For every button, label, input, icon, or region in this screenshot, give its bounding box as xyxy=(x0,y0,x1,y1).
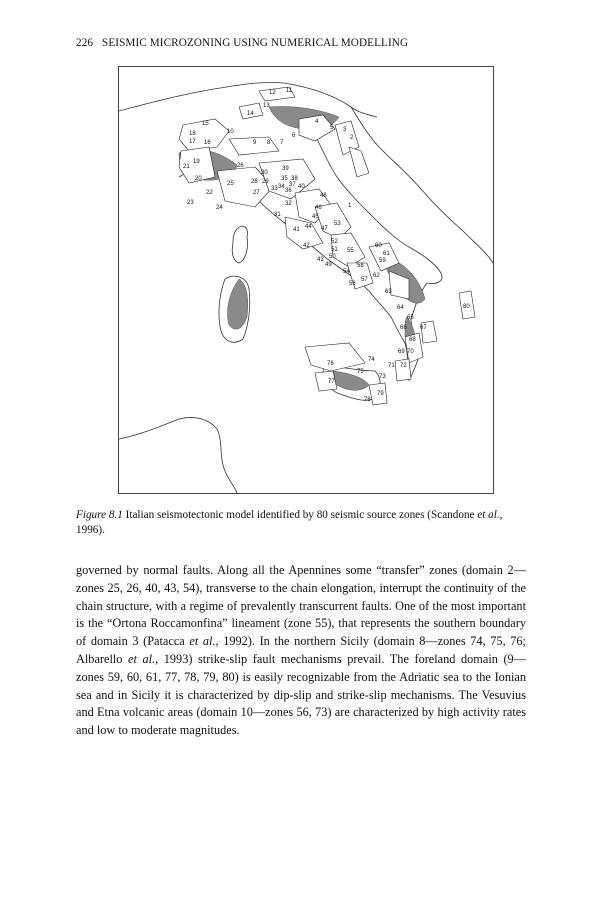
zone-label-15: 15 xyxy=(202,121,209,127)
zone-label-2: 2 xyxy=(350,135,354,141)
zone-label-80: 80 xyxy=(463,304,470,310)
zone-label-42: 42 xyxy=(303,243,310,249)
zone-label-66: 66 xyxy=(400,325,407,331)
running-head xyxy=(76,37,408,49)
zone-label-1: 1 xyxy=(348,203,352,209)
zone-label-65: 65 xyxy=(407,315,414,321)
zone-label-11: 11 xyxy=(286,88,293,94)
zone-label-36: 36 xyxy=(285,188,292,194)
italy-seismic-zone-map xyxy=(119,67,493,493)
zone-label-69: 69 xyxy=(398,349,405,355)
zone-label-53: 53 xyxy=(334,221,341,227)
zone-label-40: 40 xyxy=(298,184,305,190)
zone-label-49: 49 xyxy=(325,262,332,268)
coastlines xyxy=(119,82,493,493)
body-text-part-1: governed by normal faults. Along all the Apennines some “transfer” zones (domain 2—zones 25, 26, 40, 43, 54), transverse to the chain elongation, interrupt the continuity of the chain structure, with a regime of prevalently transcurrent faults. One of the most important is the “Ortona Roccamonfina” lineament (zone 55), that represents the southern boundary of domain 3 (Patacca xyxy=(76,563,526,649)
body-italic-2: et al., xyxy=(128,651,159,666)
zone-label-10: 10 xyxy=(227,129,234,135)
zone-label-77: 77 xyxy=(328,379,335,385)
zone-label-37: 37 xyxy=(289,182,296,188)
zone-label-33: 33 xyxy=(271,186,278,192)
figure-label: Figure 8.1 xyxy=(76,509,123,521)
zone-label-8: 8 xyxy=(267,140,271,146)
caption-tail: 1996). xyxy=(76,524,105,536)
zone-label-54: 54 xyxy=(343,269,350,275)
zone-label-35: 35 xyxy=(281,176,288,182)
zone-label-72: 72 xyxy=(400,363,407,369)
seismic-zone-map-figure xyxy=(118,66,494,494)
zone-label-59: 59 xyxy=(379,258,386,264)
zone-label-73: 73 xyxy=(379,374,386,380)
zone-label-13: 13 xyxy=(263,103,270,109)
zone-label-52: 52 xyxy=(331,239,338,245)
zone-label-79: 79 xyxy=(377,391,384,397)
zone-label-68: 68 xyxy=(409,337,416,343)
zone-label-56: 56 xyxy=(349,281,356,287)
body-text-part-3: 1993) strike-slip fault mechanisms prevail. The foreland domain (9—zones 59, 60, 61, 77, 78, 79, 80) is easily recognizable from the Adriatic sea to the Ionian sea and in Sicily it is characterized by dip-slip and strike-slip mechanisms. The Vesuvius and Etna volcanic areas (domain 10—zones 56, 73) are characterized by high activity rates and low to moderate magnitudes. xyxy=(76,651,526,738)
zone-label-41: 41 xyxy=(293,227,300,233)
zone-label-63: 63 xyxy=(385,289,392,295)
zone-label-24: 24 xyxy=(216,205,223,211)
zone-label-32: 32 xyxy=(285,201,292,207)
page-number: 226 xyxy=(76,37,94,49)
zone-label-78: 78 xyxy=(364,397,371,403)
zone-label-45: 45 xyxy=(312,214,319,220)
zone-label-17: 17 xyxy=(189,139,196,145)
zone-label-12: 12 xyxy=(269,90,276,96)
zone-label-64: 64 xyxy=(397,305,404,311)
zone-label-5: 5 xyxy=(330,125,334,131)
zone-label-61: 61 xyxy=(383,251,390,257)
zone-label-30: 30 xyxy=(261,170,268,176)
body-text-part-2: 1992). In the northern Sicily (domain 8—zones 74, 75, 76; Albarello xyxy=(76,634,526,666)
zone-label-31: 31 xyxy=(274,212,281,218)
zone-label-23: 23 xyxy=(187,200,194,206)
zone-label-34: 34 xyxy=(278,184,285,190)
zone-polygons xyxy=(179,87,475,405)
zone-label-3: 3 xyxy=(343,127,347,133)
zone-label-44: 44 xyxy=(305,224,312,230)
zone-label-29: 29 xyxy=(262,179,269,185)
zone-label-22: 22 xyxy=(206,190,213,196)
body-paragraph xyxy=(76,562,526,740)
zone-label-58: 58 xyxy=(357,263,364,269)
caption-cite: et al., xyxy=(477,509,503,521)
zone-label-70: 70 xyxy=(407,349,414,355)
zone-label-7: 7 xyxy=(280,140,284,146)
zone-label-21: 21 xyxy=(183,164,190,170)
zone-label-71: 71 xyxy=(388,363,395,369)
zone-label-38: 38 xyxy=(291,176,298,182)
zone-label-25: 25 xyxy=(227,181,234,187)
zone-label-18: 18 xyxy=(189,131,196,137)
zone-label-6: 6 xyxy=(292,133,296,139)
figure-caption xyxy=(76,508,526,538)
zone-label-48: 48 xyxy=(320,193,327,199)
zone-label-67: 67 xyxy=(420,325,427,331)
zone-label-28: 28 xyxy=(251,179,258,185)
zone-label-55: 55 xyxy=(347,248,354,254)
zone-label-16: 16 xyxy=(204,140,211,146)
running-title: SEISMIC MICROZONING USING NUMERICAL MODELLING xyxy=(102,37,409,49)
zone-label-43: 43 xyxy=(317,257,324,263)
zone-label-19: 19 xyxy=(193,159,200,165)
zone-label-14: 14 xyxy=(247,111,254,117)
zone-label-27: 27 xyxy=(253,190,260,196)
zone-label-60: 60 xyxy=(375,243,382,249)
caption-text: Italian seismotectonic model identified by 80 seismic source zones (Scandone xyxy=(122,509,478,521)
zone-label-39: 39 xyxy=(282,166,289,172)
zone-label-57: 57 xyxy=(361,277,368,283)
zone-label-62: 62 xyxy=(373,273,380,279)
zone-label-74: 74 xyxy=(368,357,375,363)
zone-label-47: 47 xyxy=(321,226,328,232)
zone-label-9: 9 xyxy=(253,140,257,146)
zone-label-76: 76 xyxy=(327,361,334,367)
zone-label-20: 20 xyxy=(195,176,202,182)
zone-label-51: 51 xyxy=(331,247,338,253)
zone-label-50: 50 xyxy=(329,254,336,260)
zone-label-26: 26 xyxy=(237,163,244,169)
zone-label-46: 46 xyxy=(315,205,322,211)
zone-label-75: 75 xyxy=(357,369,364,375)
zone-label-4: 4 xyxy=(315,119,319,125)
body-italic-1: et al., xyxy=(189,634,219,649)
